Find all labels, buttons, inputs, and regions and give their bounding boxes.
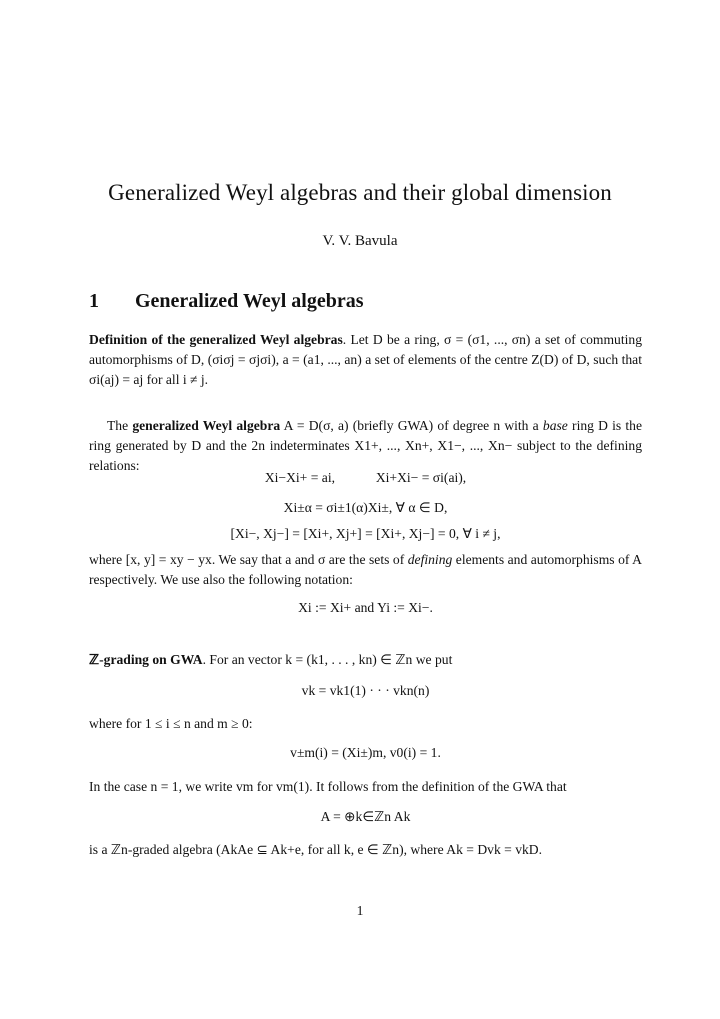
relation-3: [Xi−, Xj−] = [Xi+, Xj+] = [Xi+, Xj−] = 0, ∀ i ≠ j,: [230, 526, 501, 541]
definition-text: . Let D be a ring, σ = (σ1, ..., σn) a set of commuting automorphisms of D, (σiσj = σjσi), a = (a1, ..., an) a set of elements of the centre Z(D) of D, such that σi(aj) = aj for all i ≠ j.: [89, 332, 642, 387]
definition-heading: Definition of the generalized Weyl algebras: [89, 332, 343, 347]
definition-paragraph: [89, 330, 642, 390]
notation-equation: Xi := Xi+ and Yi := Xi−.: [298, 600, 433, 615]
paper-title: Generalized Weyl algebras and their global dimension: [108, 180, 612, 205]
direct-sum-equation: A = ⊕k∈ℤn Ak: [320, 809, 411, 824]
gwa-term: generalized Weyl algebra: [132, 418, 281, 433]
relation-1a: Xi−Xi+ = ai,: [264, 470, 336, 485]
paper-author: V. V. Bavula: [322, 233, 398, 249]
vk-equation: vk = vk1(1) · · · vkn(n): [301, 683, 430, 698]
page-number: 1: [356, 903, 364, 918]
grading-paragraph: [89, 650, 642, 670]
gwa-base: base: [542, 418, 568, 433]
section-number: 1: [89, 290, 99, 312]
relation-1b: Xi+Xi− = σi(ai),: [375, 470, 467, 485]
case-paragraph: In the case n = 1, we write vm for vm(1). It follows from the definition of the GWA that: [89, 779, 567, 794]
gwa-paragraph: [89, 416, 642, 476]
gwa-text2: ring D is the ring generated by D and the 2n indeterminates X1+, ..., Xn+, X1−, ..., Xn− subject to the defining relations:: [89, 418, 643, 473]
gwa-lead: The: [107, 418, 133, 433]
where2-paragraph: where for 1 ≤ i ≤ n and m ≥ 0:: [89, 716, 253, 731]
section-heading: [89, 290, 364, 313]
gwa-text1: A = D(σ, a) (briefly GWA) of degree n with a: [280, 418, 543, 433]
grading-heading: ℤ-grading on GWA: [89, 652, 203, 667]
where-paragraph: [89, 550, 642, 590]
grading-text: . For an vector k = (k1, . . . , kn) ∈ ℤn we put: [202, 652, 453, 667]
section-title: Generalized Weyl algebras: [135, 290, 364, 312]
relation-1: [89, 470, 642, 486]
vpm-equation: v±m(i) = (Xi±)m, v0(i) = 1.: [290, 745, 441, 760]
relation-2: Xi±α = σi±1(α)Xi±, ∀ α ∈ D,: [283, 500, 448, 515]
where-defining: defining: [407, 552, 453, 567]
where-text1: where [x, y] = xy − yx. We say that a and σ are the sets of: [89, 552, 408, 567]
final-paragraph: is a ℤn-graded algebra (AkAe ⊆ Ak+e, for all k, e ∈ ℤn), where Ak = Dvk = vkD.: [89, 842, 543, 857]
where-text2: elements and automorphisms of A respectively. We use also the following notation:: [89, 552, 642, 587]
